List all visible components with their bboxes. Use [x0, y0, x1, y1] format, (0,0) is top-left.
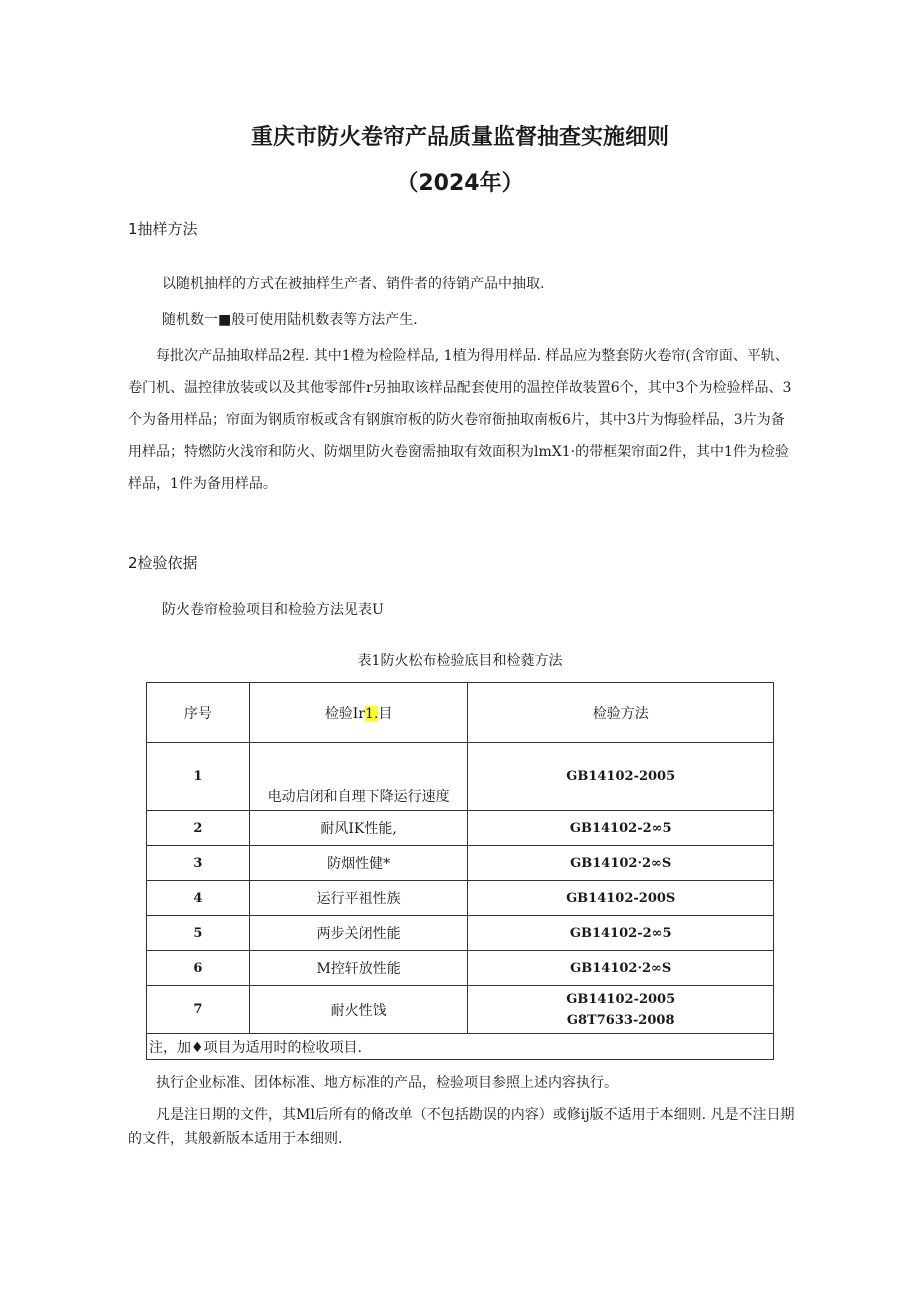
section-1-paragraph-2: 随机数一■般可使用陆机数表等方法产生. [162, 312, 418, 328]
table-row [147, 811, 774, 846]
after-paragraph-2-block [128, 1103, 796, 1151]
section-1-paragraph-1: 以随机抽样的方式在被抽样生产者、销件者的待销产品中抽取. [162, 276, 545, 292]
after-paragraph-1: 执行企业标准、团体标准、地方标准的产品，检验项目参照上述内容执行。 [156, 1075, 618, 1091]
row-item: 防烟性健* [249, 846, 468, 881]
row-item: 耐风IK性能, [249, 811, 468, 846]
table-header-row [147, 683, 774, 743]
table-row [147, 951, 774, 986]
row-method: GB14102-200S [468, 881, 774, 916]
row-method-line-1: GB14102-2005 [566, 991, 676, 1007]
row-method-line-2: G8T7633-2008 [566, 1012, 675, 1028]
document-title: 重庆市防火卷帘产品质量监督抽查实施细则 [250, 125, 669, 150]
row-no: 7 [147, 986, 250, 1034]
header-no: 序号 [147, 683, 250, 743]
row-method: GB14102·2∞S [468, 951, 774, 986]
row-item: 电动启闭和自理下降运行速度 [249, 743, 468, 811]
row-method: GB14102-2∞5 [468, 811, 774, 846]
section-2-paragraph-1: 防火卷帘检验项目和检验方法见表U [162, 602, 384, 618]
header-method: 检验方法 [468, 683, 774, 743]
section-1-heading: 1抽样方法 [128, 220, 198, 238]
row-no: 5 [147, 916, 250, 951]
row-method: GB14102·2∞S [468, 846, 774, 881]
table-row [147, 846, 774, 881]
document-year: （2024年） [396, 171, 524, 196]
section-1-paragraph-3-block [128, 340, 796, 500]
table-row [147, 881, 774, 916]
after-paragraph-2: 凡是注日期的文件，其Ml后所有的脩改单（不包括勘误的内容）或修ij版不适用于本细则. 凡是不注日期的文件，其般新版本适用于本细则. [128, 1107, 795, 1147]
table-caption: 表1防火松布检验底目和检蕤方法 [357, 653, 563, 669]
row-item: M控轩放性能 [249, 951, 468, 986]
table-note-row [147, 1034, 774, 1060]
table-row [147, 986, 774, 1034]
table-note: 注，加♦项目为适用时的检收项目. [147, 1034, 774, 1060]
row-no: 6 [147, 951, 250, 986]
row-no: 1 [147, 743, 250, 811]
header-item-highlight: 1. [365, 705, 379, 722]
row-item: 运行平祖性族 [249, 881, 468, 916]
row-method: GB14102-2005 [468, 743, 774, 811]
table-row [147, 743, 774, 811]
section-1-paragraph-3: 每批次产品抽取样品2程. 其中1橙为检险样品, 1植为得用样品. 样品应为整套防火卷帘(含帘面、平轨、卷门机、温控律放装或以及其他零部件r另抽取该样品配套使用的温控佯故装置6个，其中3个为检验样品、3个为备用样品；帘面为钢质帘板或含有钢旗帘板的防火卷帘衙抽取南板6片，其中3片为悔验样品，3片为备用样品；特燃防火浅帘和防火、防烟里防火卷窗需抽取有效面积为lmX1·的带框架帘面2件，其中1件为检验样品，1件为备用样品。 [128, 348, 792, 492]
section-2-heading: 2检验依据 [128, 554, 198, 572]
row-no: 4 [147, 881, 250, 916]
row-item: 两步关闭性能 [249, 916, 468, 951]
after-paragraph-1-block [128, 1067, 796, 1099]
row-method [468, 986, 774, 1034]
inspection-table [146, 682, 774, 1060]
row-method: GB14102-2∞5 [468, 916, 774, 951]
row-no: 3 [147, 846, 250, 881]
row-item: 耐火性饯 [249, 986, 468, 1034]
row-no: 2 [147, 811, 250, 846]
header-item-suffix: 目 [378, 705, 393, 722]
header-item [249, 683, 468, 743]
table-row [147, 916, 774, 951]
header-item-prefix: 检验Ir [324, 705, 366, 722]
